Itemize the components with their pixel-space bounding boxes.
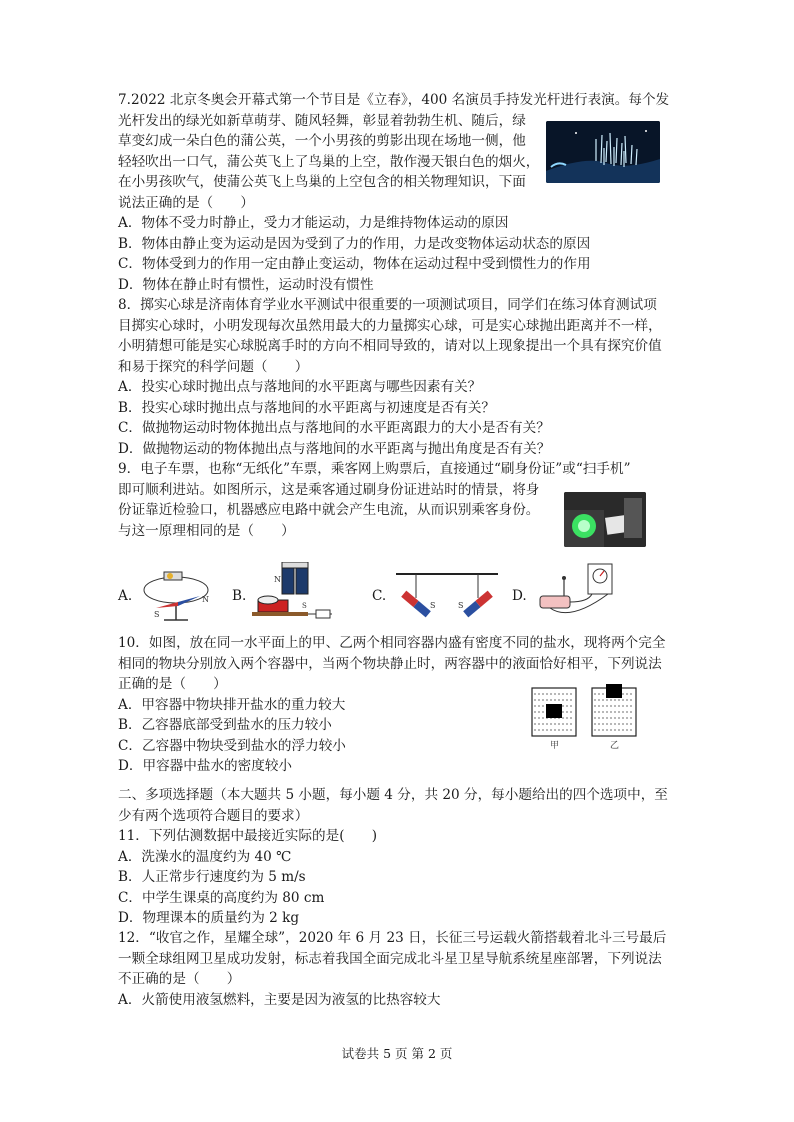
q12-line: 12．“收官之作，星耀全球”，2020 年 6 月 23 日，长征三号运载火箭搭载着北斗三号最后 [118, 930, 667, 946]
option-c-suspended-magnets-figure [392, 568, 502, 632]
q7-option-b[interactable]: B．物体由静止变为运动是因为受到了力的作用，力是改变物体运动状态的原因 [118, 235, 591, 252]
q7-option-a[interactable]: A．物体不受力时静止，受力才能运动，力是维持物体运动的原因 [118, 215, 509, 231]
q12-line: 一颗全球组网卫星成功发射，标志着我国全面完成北斗星卫星导航系统星座部署，下列说法 [118, 950, 662, 967]
q11-option-b[interactable]: B．人正常步行速度约为 5 m/s [118, 869, 306, 885]
container-label-yi: 乙 [610, 741, 620, 751]
q11-line: 11．下列估测数据中最接近实际的是( ) [118, 828, 377, 844]
q11-option-a[interactable]: A．洗澡水的温度约为 40 ℃ [118, 848, 292, 865]
q7-option-d[interactable]: D．物体在静止时有惯性，运动时没有惯性 [118, 276, 374, 293]
section2-heading: 二、多项选择题（本大题共 5 小题，每小题 4 分，共 20 分，每小题给出的四个选项中，至 [118, 787, 668, 803]
q12-option-a[interactable]: A．火箭使用液氢燃料，主要是因为液氢的比热容较大 [118, 991, 441, 1008]
q8-line: 小明猜想可能是实心球脱离手时的方向不相同导致的，请对以上现象提出一个具有探究价值 [118, 338, 662, 354]
q7-line: 草变幻成一朵白色的蒲公英，一个小男孩的剪影出现在场地一侧，他 [118, 133, 526, 149]
section-multiple-choice [118, 785, 678, 929]
q9-line: 9．电子车票，也称“无纸化”车票，乘客网上购票后，直接通过“刷身份证”或“扫手机” [118, 461, 631, 477]
q10-line: 10．如图，放在同一水平面上的甲、乙两个相同容器内盛有密度不同的盐水，现将两个完全 [118, 635, 666, 651]
option-a-magnet-coil-figure [138, 564, 220, 628]
q8-line: 8．掷实心球是济南体育学业水平测试中很重要的一项测试项目，同学们在练习体育测试项 [118, 297, 657, 313]
section2-heading: 少有两个选项符合题目的要求） [118, 807, 309, 824]
question-8 [118, 295, 678, 459]
fig-b-s-label: S [302, 602, 307, 610]
q8-option-c[interactable]: C．做抛物运动时物体抛出点与落地间的水平距离跟力的大小是否有关？ [118, 420, 550, 436]
q9-option-a[interactable]: A. [118, 588, 133, 604]
q7-line: 说法正确的是（ ） [118, 194, 254, 211]
q9-option-c[interactable]: C. [372, 588, 387, 604]
q8-line: 和易于探究的科学问题（ ） [118, 358, 309, 375]
q8-option-b[interactable]: B．投实心球时抛出点与落地间的水平距离与初速度是否有关？ [118, 399, 496, 416]
q9-line: 即可顺利进站。如图所示，这是乘客通过刷身份证进站时的情景，将身 [118, 481, 540, 498]
q7-line: 7.2022 北京冬奥会开幕式第一个节目是《立春》，400 名演员手持发光杆进行表演。每个发 [118, 92, 670, 108]
q9-option-b[interactable]: B. [232, 588, 247, 604]
q8-option-a[interactable]: A．投实心球时抛出点与落地间的水平距离与哪些因素有关？ [118, 379, 482, 395]
option-d-generator-circuit-figure [530, 562, 622, 628]
q12-line: 不正确的是（ ） [118, 971, 241, 987]
id-card-scan-photo [564, 492, 646, 547]
page-footer: 试卷共 5 页 第 2 页 [341, 1046, 453, 1061]
q9-option-d[interactable]: D. [512, 588, 527, 604]
fig-a-n-label: N [202, 595, 209, 604]
q10-option-c[interactable]: C．乙容器中物块受到盐水的浮力较小 [118, 737, 346, 754]
q8-option-d[interactable]: D．做抛物运动的物体抛出点与落地间的水平距离与抛出角度是否有关？ [118, 440, 551, 457]
q10-option-d[interactable]: D．甲容器中盐水的密度较小 [118, 758, 293, 774]
question-12 [118, 928, 678, 1010]
q7-line: 轻轻吹出一口气，蒲公英飞上了鸟巢的上空，散作漫天银白色的烟火， [118, 153, 540, 170]
option-b-electromagnet-figure [252, 562, 342, 628]
q7-line: 在小男孩吹气，使蒲公英飞上鸟巢的上空包含的相关物理知识，下面 [118, 174, 526, 190]
q7-line: 光杆发出的绿光如新草萌芽、随风轻舞，彰显着勃勃生机、随后，绿 [118, 112, 526, 129]
fig-c-s-label-left: S [430, 601, 436, 610]
q10-line: 相同的物块分别放入两个容器中，当两个物块静止时，两容器中的液面恰好相平，下列说法 [118, 655, 662, 672]
q9-line: 份证靠近检验口，机器感应电路中就会产生电流，从而识别乘客身份。 [118, 502, 540, 518]
fig-a-s-label: S [154, 610, 160, 619]
q10-option-b[interactable]: B．乙容器底部受到盐水的压力较小 [118, 717, 332, 733]
q11-option-d[interactable]: D．物理课本的质量约为 2 kg [118, 910, 300, 926]
q8-line: 目掷实心球时，小明发现每次虽然用最大的力量掷实心球，可是实心球抛出距离并不一样， [118, 317, 662, 334]
q10-option-a[interactable]: A．甲容器中物块排开盐水的重力较大 [118, 696, 346, 713]
two-containers-figure [528, 680, 640, 756]
q7-option-c[interactable]: C．物体受到力的作用一定由静止变运动，物体在运动过程中受到惯性力的作用 [118, 256, 591, 272]
q11-option-c[interactable]: C．中学生课桌的高度约为 80 cm [118, 889, 325, 906]
q9-line: 与这一原理相同的是（ ） [118, 522, 295, 539]
fig-c-s-label-right: S [458, 601, 464, 610]
fig-b-n-label: N [274, 575, 281, 584]
q10-line: 正确的是（ ） [118, 676, 227, 692]
olympic-performance-photo [546, 121, 660, 183]
container-label-jia: 甲 [550, 741, 560, 751]
